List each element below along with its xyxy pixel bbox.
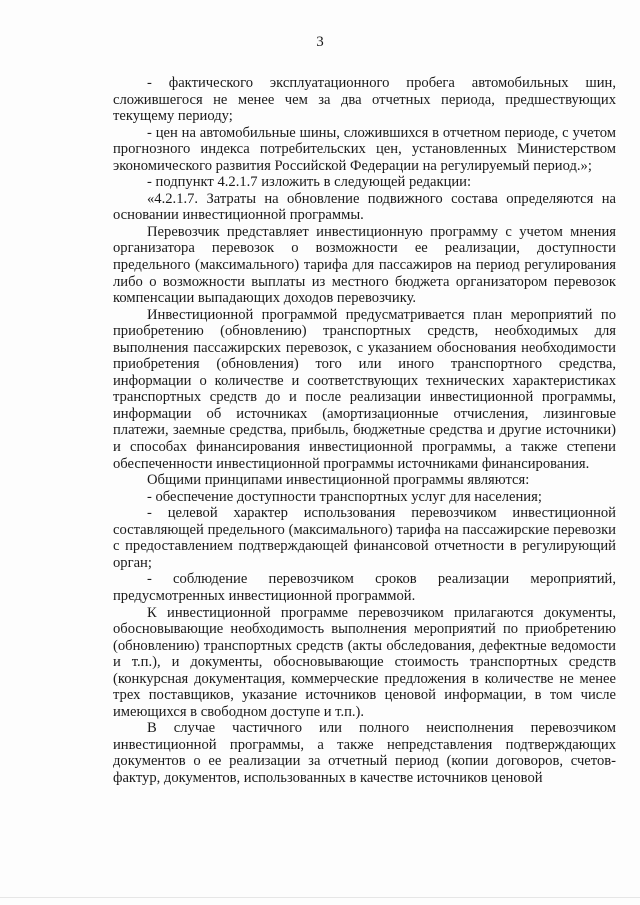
document-body <box>113 75 616 787</box>
paragraph-tire-prices: - цен на автомобильные шины, сложившихся в отчетном периоде, с учетом прогнозного индекса потребительских цен, установленных Министерством экономического развития Российской Федерации на регулируемый период.»; <box>113 124 616 174</box>
paragraph-non-fulfillment: В случае частичного или полного неисполнения перевозчиком инвестиционной программы, а также непредставления подтверждающих документов о ее реализации за отчетный период (копии договоров, счетов-фактур, документов, использованных в качестве источников ценовой <box>113 720 616 786</box>
scan-bottom-edge <box>0 897 640 898</box>
page-number: 3 <box>316 34 324 50</box>
paragraph-principle-accessibility: - обеспечение доступности транспортных услуг для населения; <box>147 488 542 505</box>
paragraph-principle-targeted-use: - целевой характер использования перевозчиком инвестиционной составляющей предельного (максимального) тарифа на пассажирские перевозки с предоставлением подтверждающей финансовой отчетности в регулирующий орган; <box>113 505 616 571</box>
paragraph-subclause-4-2-1-7: - подпункт 4.2.1.7 изложить в следующей редакции: <box>147 174 472 191</box>
paragraph-principle-deadlines: - соблюдение перевозчиком сроков реализации мероприятий, предусмотренных инвестиционной программой. <box>113 571 616 604</box>
paragraph-supporting-documents: К инвестиционной программе перевозчиком прилагаются документы, обосновывающие необходимость выполнения мероприятий по приобретению (обновлению) транспортных средств (акты обследования, дефектные ведомости и т.п.), и документы, обосновывающие стоимость транспортных средств (конкурсная документация, коммерческие предложения в количестве не менее трех поставщиков, указание источников ценовой информации, в том числе имеющихся в свободном доступе и т.п.). <box>113 604 616 720</box>
paragraph-general-principles: Общими принципами инвестиционной программы являются: <box>147 472 530 489</box>
paragraph-carrier-investment-program: Перевозчик представляет инвестиционную программу с учетом мнения организатора перевозок о возможности ее реализации, доступности предельного (максимального) тарифа для пассажиров на период регулирования либо о возможности выплаты из местного бюджета организатором перевозок компенсации выпадающих доходов перевозчику. <box>113 223 616 307</box>
paragraph-fleet-renewal-costs: «4.2.1.7. Затраты на обновление подвижного состава определяются на основании инвестиционной программы. <box>113 190 616 224</box>
paragraph-tire-mileage: - фактического эксплуатационного пробега автомобильных шин, сложившегося не менее чем за два отчетных периода, предшествующих текущему периоду; <box>113 75 616 125</box>
paragraph-investment-program-plan: Инвестиционной программой предусматривается план мероприятий по приобретению (обновлению) транспортных средств, необходимых для выполнения пассажирских перевозок, с указанием обоснования необходимости приобретения (обновления) того или иного транспортного средства, информации о количестве и соответствующих технических характеристиках транспортных средств до и после реализации инвестиционной программы, информации об источниках (амортизационные отчисления, лизинговые платежи, заемные средства, прибыль, бюджетные средства и другие источники) и способах финансирования инвестиционной программы, а также степени обеспеченности инвестиционной программы источниками финансирования. <box>113 306 616 472</box>
